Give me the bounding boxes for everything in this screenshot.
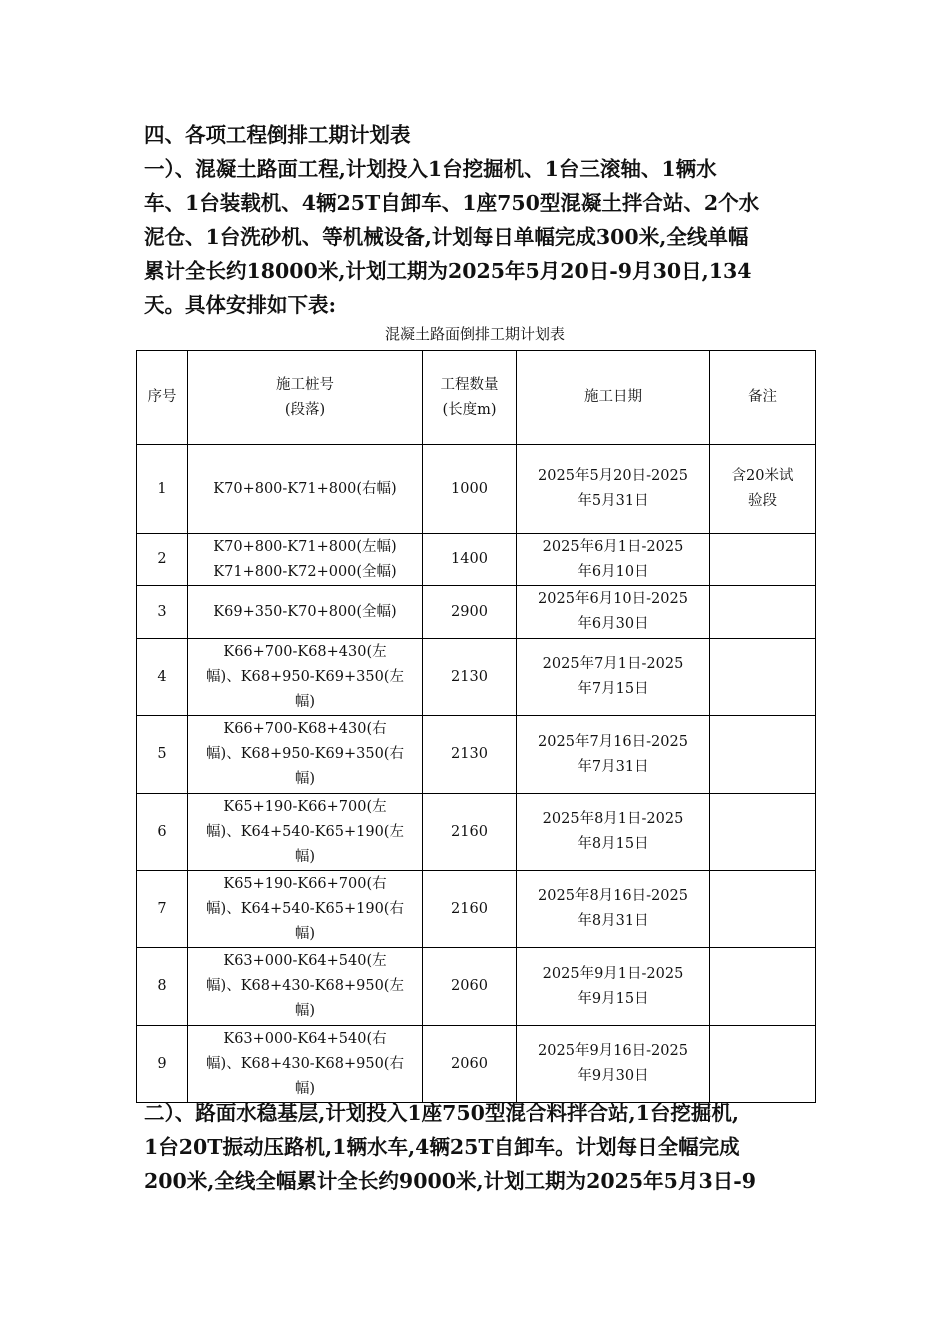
table-row — [137, 534, 816, 586]
table-body — [137, 445, 816, 1103]
cell-station: K70+800-K71+800(右幅) — [188, 445, 423, 534]
header-station: 施工桩号 (段落) — [188, 351, 423, 445]
cell-date: 2025年8月16日-2025 年8月31日 — [517, 871, 710, 948]
cell-date: 2025年6月10日-2025 年6月30日 — [517, 586, 710, 639]
table-caption: 混凝土路面倒排工期计划表 — [384, 325, 565, 343]
header-note: 备注 — [710, 351, 816, 445]
paragraph-line: 累计全长约18000米,计划工期为2025年5月20日-9月30日,134 — [144, 259, 752, 283]
cell-note — [710, 534, 816, 586]
header-quantity: 工程数量 (长度m) — [423, 351, 517, 445]
cell-note — [710, 794, 816, 871]
table-row — [137, 794, 816, 871]
cell-seq: 9 — [137, 1026, 188, 1103]
table-row — [137, 1026, 816, 1103]
cell-station: K65+190-K66+700(右 幅)、K64+540-K65+190(右 幅) — [188, 871, 423, 948]
table-row — [137, 639, 816, 716]
cell-quantity: 2160 — [423, 794, 517, 871]
paragraph-line: 一）、混凝土路面工程,计划投入1台挖掘机、1台三滚轴、1辆水 — [144, 157, 717, 181]
paragraph-line: 天。具体安排如下表: — [144, 293, 337, 317]
cell-date: 2025年6月1日-2025 年6月10日 — [517, 534, 710, 586]
section-title: 四、各项工程倒排工期计划表 — [144, 123, 411, 147]
cell-seq: 6 — [137, 794, 188, 871]
paragraph-line: 车、1台装载机、4辆25T自卸车、1座750型混凝土拌合站、2个水 — [144, 191, 760, 215]
cell-seq: 4 — [137, 639, 188, 716]
cell-seq: 3 — [137, 586, 188, 639]
cell-seq: 8 — [137, 948, 188, 1026]
paragraph-line: 200米,全线全幅累计全长约9000米,计划工期为2025年5月3日-9 — [144, 1169, 756, 1193]
cell-date: 2025年5月20日-2025 年5月31日 — [517, 445, 710, 534]
table-row — [137, 716, 816, 794]
header-seq: 序号 — [137, 351, 188, 445]
cell-station: K66+700-K68+430(左 幅)、K68+950-K69+350(左 幅) — [188, 639, 423, 716]
cell-seq: 2 — [137, 534, 188, 586]
cell-quantity: 2130 — [423, 639, 517, 716]
cell-station: K65+190-K66+700(左 幅)、K64+540-K65+190(左 幅) — [188, 794, 423, 871]
cell-station: K63+000-K64+540(左 幅)、K68+430-K68+950(左 幅) — [188, 948, 423, 1026]
cell-date: 2025年8月1日-2025 年8月15日 — [517, 794, 710, 871]
cell-station: K70+800-K71+800(左幅) K71+800-K72+000(全幅) — [188, 534, 423, 586]
cell-seq: 7 — [137, 871, 188, 948]
schedule-table — [136, 350, 816, 1103]
cell-note — [710, 948, 816, 1026]
cell-quantity: 2060 — [423, 948, 517, 1026]
table-row — [137, 948, 816, 1026]
cell-seq: 1 — [137, 445, 188, 534]
table-row — [137, 871, 816, 948]
cell-station: K63+000-K64+540(右 幅)、K68+430-K68+950(右 幅) — [188, 1026, 423, 1103]
cell-quantity: 2060 — [423, 1026, 517, 1103]
paragraph-line: 1台20T振动压路机,1辆水车,4辆25T自卸车。计划每日全幅完成 — [144, 1135, 740, 1159]
cell-quantity: 1400 — [423, 534, 517, 586]
cell-note — [710, 586, 816, 639]
cell-date: 2025年9月16日-2025 年9月30日 — [517, 1026, 710, 1103]
paragraph-line: 二）、路面水稳基层,计划投入1座750型混合料拌合站,1台挖掘机, — [144, 1101, 739, 1125]
base-course-paragraph — [144, 1096, 834, 1198]
cell-seq: 5 — [137, 716, 188, 794]
table-row — [137, 445, 816, 534]
cell-station: K69+350-K70+800(全幅) — [188, 586, 423, 639]
cell-note — [710, 871, 816, 948]
cell-quantity: 2160 — [423, 871, 517, 948]
cell-quantity: 2900 — [423, 586, 517, 639]
cell-note: 含20米试 验段 — [710, 445, 816, 534]
cell-note — [710, 1026, 816, 1103]
cell-note — [710, 639, 816, 716]
concrete-pavement-paragraph — [144, 152, 824, 322]
table-row — [137, 586, 816, 639]
cell-note — [710, 716, 816, 794]
cell-date: 2025年7月16日-2025 年7月31日 — [517, 716, 710, 794]
table-header-row — [137, 351, 816, 445]
cell-station: K66+700-K68+430(右 幅)、K68+950-K69+350(右 幅) — [188, 716, 423, 794]
cell-quantity: 1000 — [423, 445, 517, 534]
cell-date: 2025年9月1日-2025 年9月15日 — [517, 948, 710, 1026]
paragraph-line: 泥仓、1台洗砂机、等机械设备,计划每日单幅完成300米,全线单幅 — [144, 225, 749, 249]
header-date: 施工日期 — [517, 351, 710, 445]
cell-date: 2025年7月1日-2025 年7月15日 — [517, 639, 710, 716]
cell-quantity: 2130 — [423, 716, 517, 794]
